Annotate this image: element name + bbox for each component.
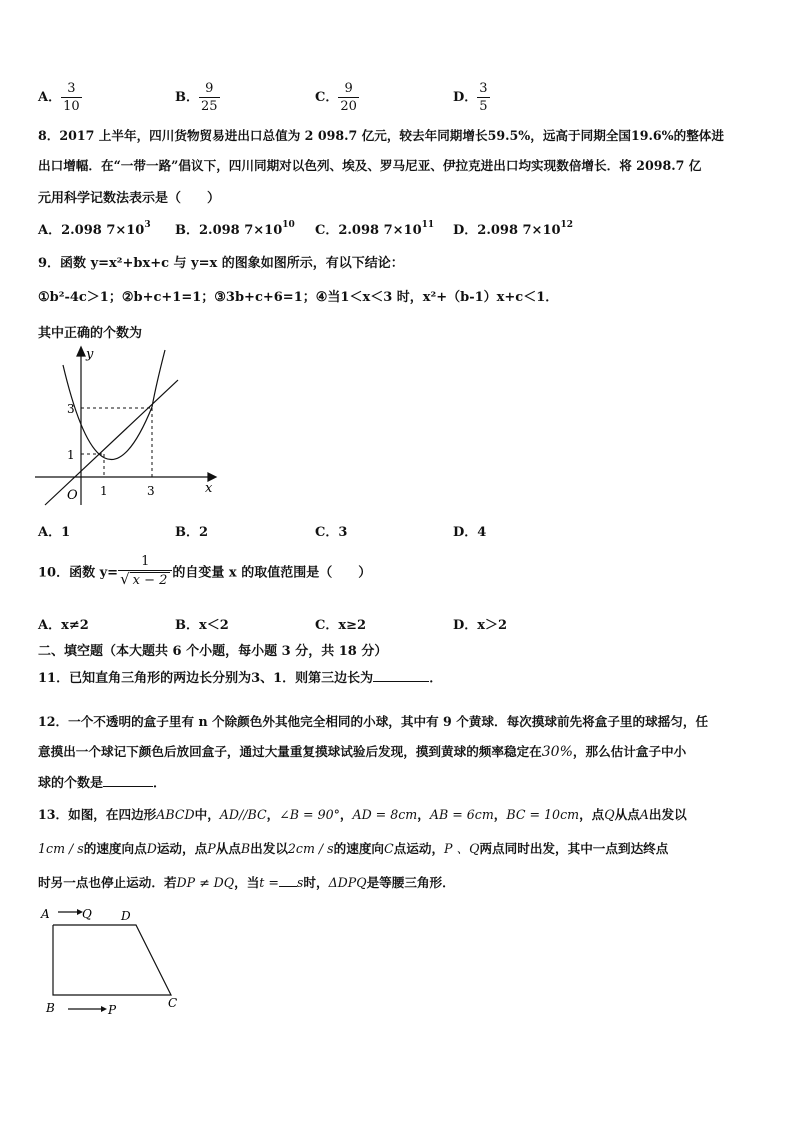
label-d: D [121,909,131,923]
label-a: A [41,907,50,921]
q12-line1: 12．一个不透明的盒子里有 n 个除颜色外其他完全相同的小球，其中有 9 个黄球．每次摸球前先将盒子里的球摇匀，任 [38,714,709,729]
q8-option-c: C．2.098 $7\times 10^{11}$ [315,220,435,238]
answer-blank [103,786,153,787]
tick-x3: 3 [147,484,155,498]
q10-option-d: D．x＞2 [453,618,508,633]
tick-x1: 1 [100,484,108,498]
q9-function-graph [30,340,230,510]
q7-option-c: C． $\frac{9}{20}$ [315,81,357,114]
q8-line3: 元用科学记数法表示是（ ） [38,191,221,206]
q10-option-b: B．x＜2 [175,618,229,633]
q9-stem: 9．函数 y=x²+bx+c 与 y=x 的图象如图所示，有以下结论： [38,256,404,271]
q10-stem: 10．函数 y= $\frac{1}{√ x - 2}$ 的自变量 x 的取值范围是（ ） [38,554,372,588]
q8-option-a: A．2.098 $7\times 10^3$ [38,220,151,238]
y-axis-arrow-icon [77,347,85,356]
label-b: B [46,1001,55,1015]
q13-trapezoid-figure [36,902,196,1020]
q8-line1: 8．2017 上半年，四川货物贸易进出口总值为 2 098.7 亿元，较去年同期增长59.5%，远高于同期全国19.6%的整体进 [38,128,724,143]
x-axis-arrow-icon [208,473,216,481]
y-axis-label: y [86,347,94,362]
q12-line2: 意摸出一个球记下颜色后放回盒子，通过大量重复摸球试验后发现，摸到黄球的频率稳定在30%，那么估计盒子中小 [38,744,687,760]
q10-option-c: C．x≥2 [315,618,367,633]
answer-blank [373,681,429,682]
line-y-equals-x [45,380,178,505]
q12-line3: 球的个数是 ． [38,776,167,791]
q9-prompt: 其中正确的个数为 [38,326,143,341]
origin-label: O [67,488,78,503]
answer-blank [279,886,297,887]
label-c: C [168,996,178,1010]
q8-line2: 出口增幅．在“一带一路”倡议下，四川同期对以色列、埃及、罗马尼亚、伊拉克进出口均实现数倍增长．将 2098.7 亿 [38,158,702,173]
label-q: Q [82,907,92,921]
q11: 11．已知直角三角形的两边长分别为3、1．则第三边长为 ． [38,671,443,686]
q13-line3: 时另一点也停止运动．若DP ≠ DQ，当t = s时，ΔDPQ是等腰三角形． [38,875,455,890]
q9-option-c: C．3 [315,525,348,540]
q10-option-a: A．x≠2 [38,618,89,633]
q13-line2: 1cm / s的速度向点D运动，点P从点B出发以2cm / s的速度向C点运动，P 、Q两点同时出发，其中一点到达终点 [38,841,669,856]
parabola-left-branch [63,365,152,460]
label-p: P [108,1003,117,1017]
q8-option-b: B．2.098 $7\times 10^{10}$ [175,220,295,238]
tick-y1: 1 [67,448,75,462]
trapezoid-abcd [53,925,171,995]
fraction: $\frac{3}{5}$ [479,81,488,114]
q9-option-a: A．1 [38,525,71,540]
arrow-right-icon [101,1006,107,1012]
q10-fraction: $\frac{1}{√ x - 2}$ [118,553,172,589]
tick-y3: 3 [67,402,75,416]
q9-option-d: D．4 [453,525,487,540]
q8-option-d: D．2.098 $7\times 10^{12}$ [453,220,574,238]
q7-option-a: A． $\frac{3}{10}$ [38,81,80,114]
q13-line1: 13．如图，在四边形ABCD中，AD//BC，∠B = 90°，AD = 8cm，AB = 6cm，BC = 10cm，点Q从点A出发以 [38,807,687,822]
section-heading: 二、填空题（本大题共 6 个小题，每小题 3 分，共 18 分） [38,644,388,659]
q9-option-b: B．2 [175,525,209,540]
fraction: $\frac{3}{10}$ [63,81,80,114]
fraction: $\frac{9}{20}$ [340,81,357,114]
q7-option-d: D． $\frac{3}{5}$ [453,81,488,114]
q7-option-b: B． $\frac{9}{25}$ [175,81,218,114]
x-axis-label: x [205,481,213,496]
q9-conclusions: ①b²-4c＞1；②b+c+1=1；③3b+c+6=1；④当1＜x＜3 时，x²+（b-1）x+c＜1． [38,290,559,305]
sqrt-sign-icon: √ [120,570,130,588]
fraction: $\frac{9}{25}$ [201,81,218,114]
